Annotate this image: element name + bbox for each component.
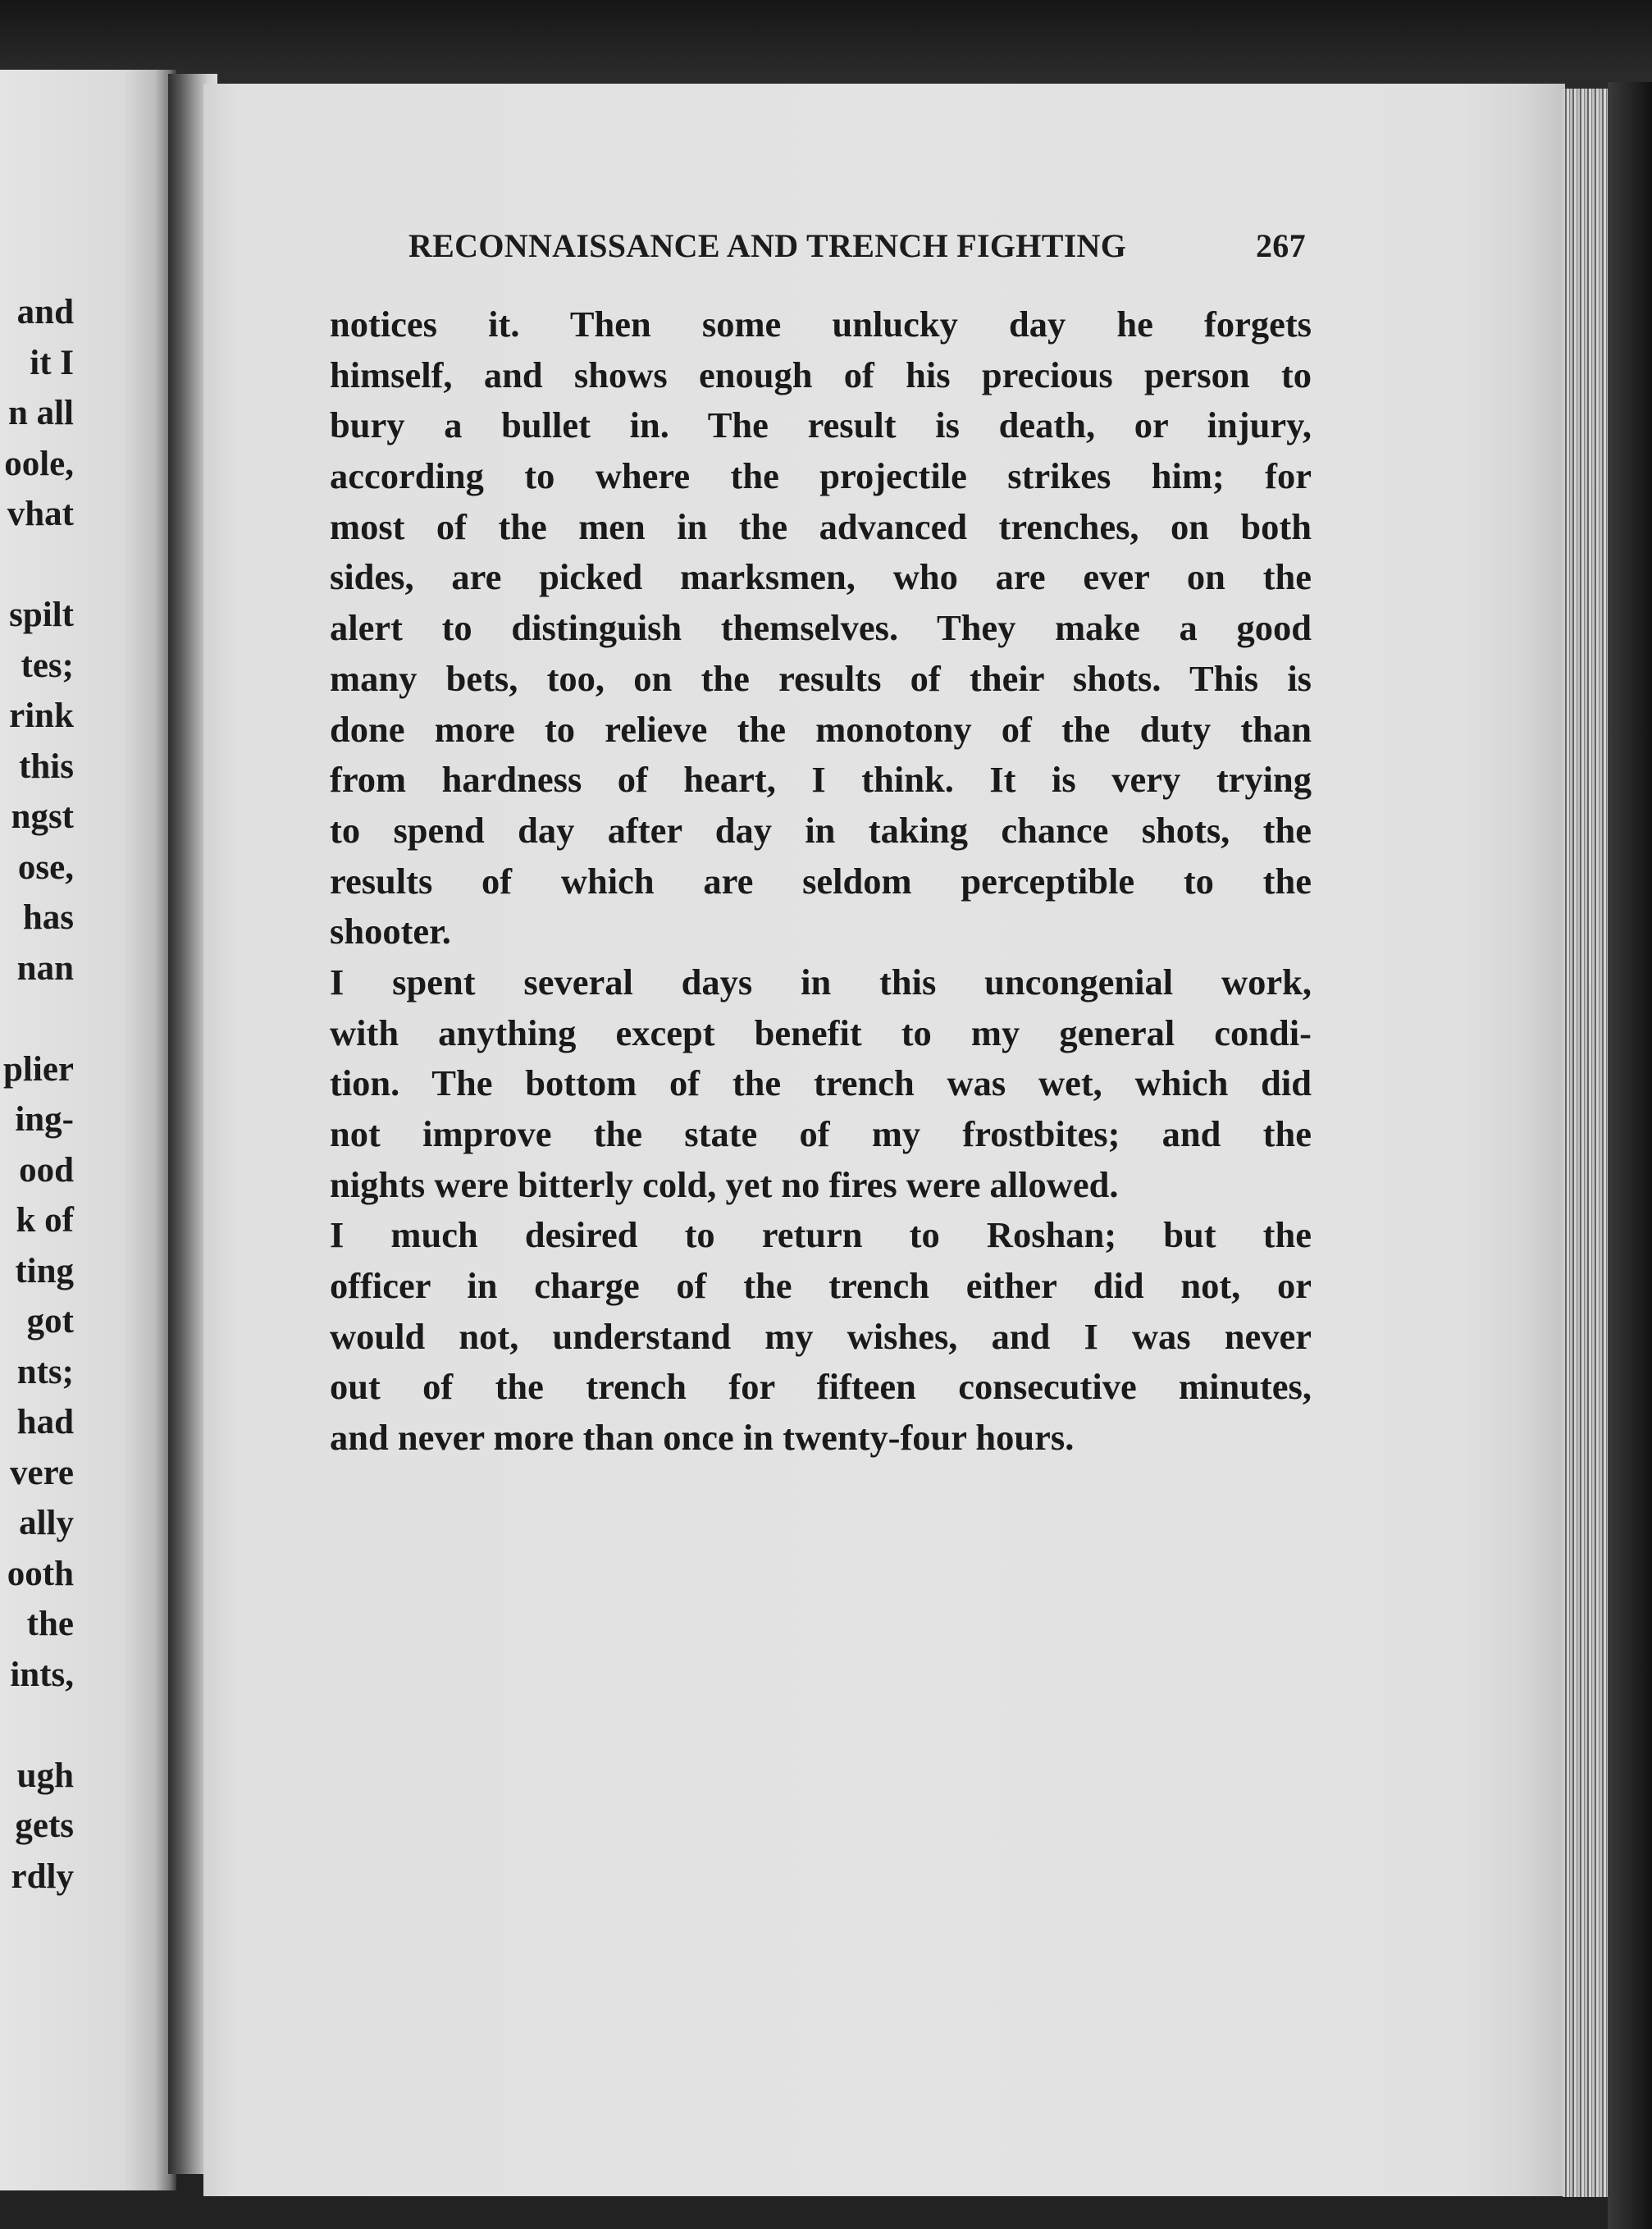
left-page-line-fragment: k of (16, 1201, 74, 1240)
left-facing-page (0, 70, 176, 2190)
text-line: alert to distinguish themselves. They make a good (330, 607, 1312, 649)
text-line: according to where the projectile strikes him; for (330, 455, 1312, 497)
text-line: done more to relieve the monotony of the duty than (330, 708, 1312, 750)
left-page-line-fragment: rdly (11, 1857, 74, 1896)
page-number: 267 (1256, 227, 1306, 264)
text-line: nights were bitterly cold, yet no fires were allowed. (330, 1163, 1119, 1205)
text-line: sides, are picked marksmen, who are ever on the (330, 556, 1312, 598)
left-page-line-fragment: this (19, 747, 74, 786)
left-page-line-fragment: oole, (4, 444, 74, 483)
left-page-line-fragment: nan (16, 948, 74, 988)
text-line: from hardness of heart, I think. It is very trying (330, 759, 1312, 801)
left-page-line-fragment: gets (15, 1806, 74, 1845)
left-page-line-fragment: ood (19, 1150, 74, 1190)
left-page-line-fragment (0, 993, 74, 1044)
text-line: shooter. (330, 911, 451, 952)
text-line: notices it. Then some unlucky day he forgets (330, 304, 1312, 345)
left-page-line-fragment: vere (10, 1453, 74, 1492)
text-line: to spend day after day in taking chance shots, the (330, 809, 1312, 851)
left-page-line-fragment: ugh (16, 1756, 74, 1795)
left-page-line-fragment: ally (19, 1504, 74, 1542)
left-page-line-fragment: got (26, 1302, 74, 1341)
left-page-line-fragment: n all (7, 394, 74, 432)
text-line: most of the men in the advanced trenches, on both (330, 505, 1312, 547)
left-page-line-fragment: plier (3, 1049, 74, 1089)
left-page-line-fragment: spilt (9, 596, 74, 634)
text-line: many bets, too, on the results of their shots. This is (330, 657, 1312, 699)
text-line: out of the trench for fifteen consecutive minutes, (330, 1366, 1312, 1408)
left-page-line-fragment: tes; (21, 646, 74, 685)
text-line: I much desired to return to Roshan; but the (330, 1214, 1312, 1256)
text-line: tion. The bottom of the trench was wet, which did (330, 1062, 1312, 1104)
text-line: officer in charge of the trench either did not, or (330, 1265, 1312, 1307)
left-page-line-fragment: ooth (7, 1554, 74, 1593)
left-page-line-fragment: vhat (7, 495, 74, 533)
left-page-line-fragment: has (22, 898, 74, 937)
left-page-line-fragment: ints, (10, 1655, 74, 1694)
text-line: not improve the state of my frostbites; and the (330, 1113, 1312, 1154)
text-line: I spent several days in this uncongenial work, (330, 961, 1312, 1003)
right-edge-shadow (1608, 82, 1652, 2229)
text-line: results of which are seldom perceptible to the (330, 860, 1312, 902)
text-line: bury a bullet in. The result is death, or injury, (330, 404, 1312, 446)
running-head-title: RECONNAISSANCE AND TRENCH FIGHTING (408, 227, 1127, 264)
left-page-line-fragment: ting (15, 1251, 74, 1290)
text-line: and never more than once in twenty-four hours. (330, 1417, 1075, 1459)
left-page-line-fragment: had (16, 1403, 74, 1441)
left-page-line-fragment: rink (9, 697, 74, 735)
left-page-line-fragment: the (26, 1605, 74, 1643)
left-page-line-fragment: ose, (17, 847, 74, 887)
left-page-line-fragment: ing- (15, 1100, 74, 1139)
text-line: himself, and shows enough of his precious person to (330, 354, 1312, 395)
left-page-line-fragment (0, 1700, 74, 1751)
left-page-line-fragment: ngst (11, 797, 74, 836)
text-line: would not, understand my wishes, and I was never (330, 1315, 1312, 1357)
left-page-line-fragment: it I (30, 343, 74, 382)
left-page-line-fragment: and (16, 293, 74, 331)
body-text (330, 299, 1312, 1464)
left-page-line-fragment (0, 540, 74, 591)
left-page-line-fragment: nts; (16, 1352, 74, 1391)
text-line: with anything except benefit to my general condi- (330, 1012, 1312, 1053)
left-page-text-fragments (0, 287, 74, 1902)
